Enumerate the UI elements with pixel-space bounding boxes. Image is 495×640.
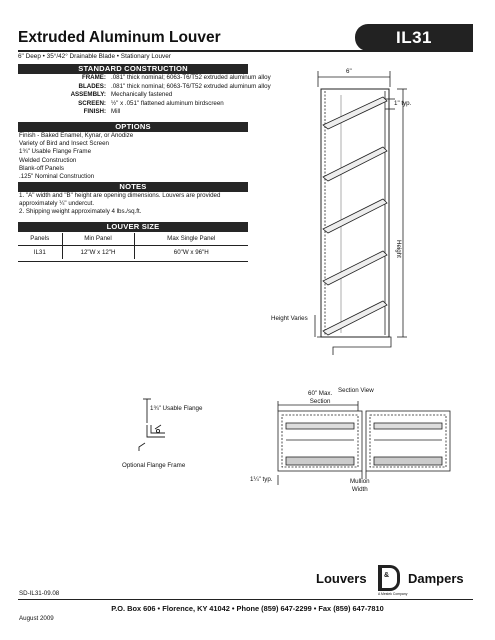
max-section-label: 60" Max. Section [308,390,333,405]
company-logo [316,565,476,597]
table-cell: 12"W x 12"H [62,245,134,259]
document-code: SD-IL31-09.08 [19,590,60,597]
option-item: Blank-off Panels [19,164,64,172]
footer-address: P.O. Box 606 • Florence, KY 41042 • Phone (859) 647-2299 • Fax (859) 647-7810 [111,604,384,613]
elevation-drawing [270,395,460,490]
section-view-drawing [255,65,435,390]
logo-tagline: A Mestek Company [378,592,408,596]
flange-label: 1¾" Usable Flange [150,405,203,412]
notes-list [19,192,220,217]
option-item: Variety of Bird and Insect Screen [19,140,109,148]
construction-heading: STANDARD CONSTRUCTION [18,64,248,74]
table-cell: 60"W x 96"H [134,245,248,259]
spec-value: .081" thick nominal; 6063-T6/T52 extruded aluminum alloy [111,74,271,81]
louver-size-heading: LOUVER SIZE [18,222,248,232]
depth-dimension: 6" [346,68,352,75]
logo-mark [378,565,400,591]
option-item: .125" Nominal Construction [19,173,95,181]
height-dimension: Height [395,240,402,258]
table-row [18,245,248,259]
mullion-width-label: Mullion Width [350,478,370,493]
spec-key: SCREEN: [78,99,106,107]
logo-word-louvers: Louvers [316,571,367,586]
spec-value: Mechanically fastened [111,91,173,99]
spec-key: BLADES: [78,82,106,90]
spec-key: FINISH: [83,108,106,116]
flange-frame-drawing [125,395,205,455]
spec-value: Mill [111,108,121,116]
note-item: approximately ¼" undercut. [19,200,95,208]
column-header: Min Panel [62,233,134,245]
model-badge: IL31 [355,24,473,51]
spec-key: ASSEMBLY: [70,91,106,99]
elevation-typ-label: 1¼" typ. [250,476,273,483]
column-header: Panels [30,235,50,243]
footer-rule [18,599,473,600]
table-header-row [18,233,248,245]
section-view-caption: Section View [338,387,374,394]
subtitle: 6" Deep • 35°/42° Drainable Blade • Stationary Louver [18,53,171,60]
options-heading: OPTIONS [18,122,248,132]
note-item: 1. "A" width and "B" height are opening dimensions. Louvers are provided [19,192,221,199]
document-date: August 2009 [19,615,54,622]
louver-size-table [18,233,248,262]
option-item: Welded Construction [19,156,77,164]
spec-value: ½" x .051" flattened aluminum birdscreen [111,99,224,107]
notes-heading: NOTES [18,182,248,192]
options-list [19,132,133,181]
header-rule [18,50,473,52]
spec-key: FRAME: [81,74,106,81]
option-item: 1¾" Usable Flange Frame [19,148,92,156]
option-item: Finish - Baked Enamel, Kynar, or Anodize [19,132,134,139]
logo-word-dampers: Dampers [408,571,464,586]
typ-dimension: 1" typ. [394,100,412,107]
logo-ampersand: & [384,572,390,579]
height-varies-label: Height Varies [271,315,308,322]
note-item: 2. Shipping weight approximately 4 lbs./sq.ft. [19,208,142,216]
flange-frame-caption: Optional Flange Frame [122,462,186,469]
spec-value: .081" thick nominal; 6063-T6/T52 extruded aluminum alloy [111,82,271,90]
table-cell: IL31 [33,248,46,256]
column-header: Max Single Panel [134,233,248,245]
page-title: Extruded Aluminum Louver [18,29,221,46]
